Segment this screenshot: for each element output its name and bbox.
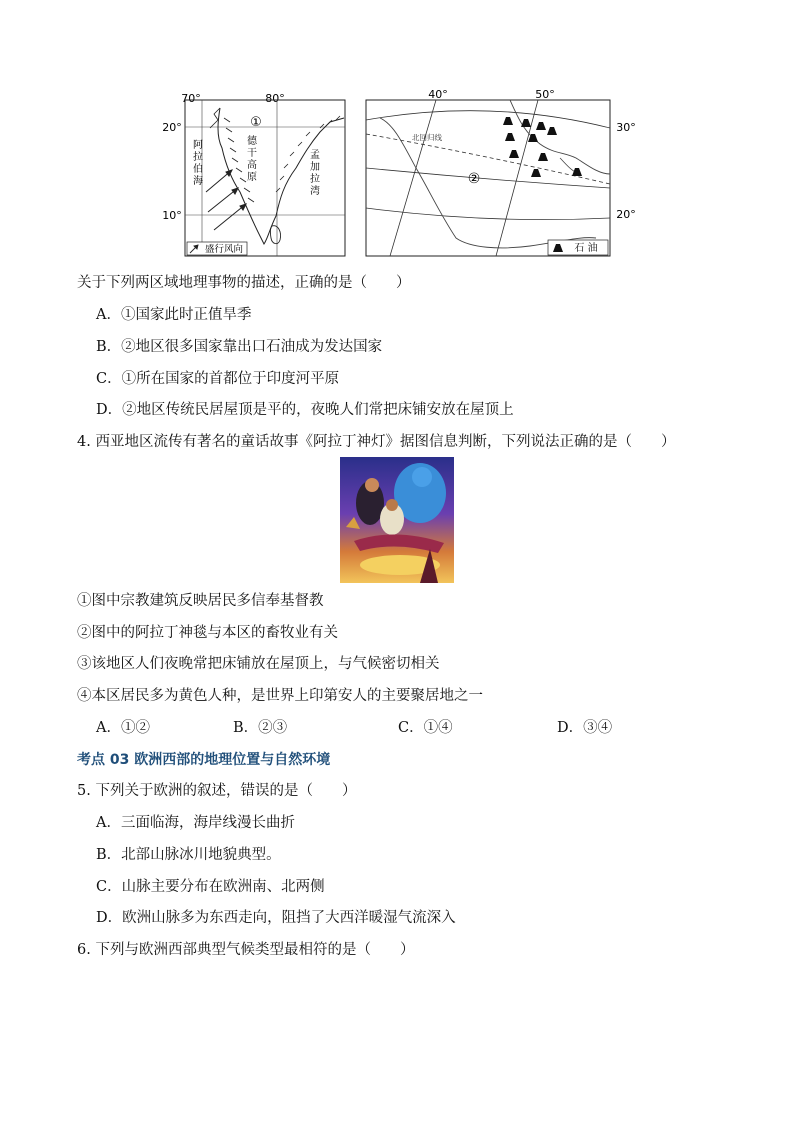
q5-option-b[interactable]: B．北部山脉冰川地貌典型。 (96, 847, 281, 863)
plateau-label-3: 高 (247, 160, 257, 171)
q4-option-a[interactable]: A．①② (96, 720, 150, 736)
arabian-sea-label-1: 阿 (193, 140, 203, 151)
map2-lat-30: 30° (616, 121, 636, 134)
q4-option-c[interactable]: C．①④ (398, 720, 453, 736)
sri-lanka-outline (270, 226, 280, 244)
q4-option-d[interactable]: D．③④ (557, 720, 613, 736)
map2-region-marker: ② (467, 171, 481, 187)
q5-stem: 5. 下列关于欧洲的叙述，错误的是（ ） (77, 783, 357, 799)
q4-stem: 4. 西亚地区流传有著名的童话故事《阿拉丁神灯》据图信息判断，下列说法正确的是（ ） (77, 434, 676, 450)
map2-lon-line-40 (390, 100, 436, 256)
q3-option-a[interactable]: A．①国家此时正值旱季 (96, 307, 252, 323)
q3-stem: 关于下列两区域地理事物的描述，正确的是（ ） (77, 275, 411, 291)
q5-option-d[interactable]: D．欧洲山脉多为东西走向，阻挡了大西洋暖湿气流深入 (96, 910, 456, 926)
q3-option-b[interactable]: B．②地区很多国家靠出口石油成为发达国家 (96, 339, 383, 355)
gulf-coast (510, 100, 610, 174)
map1-lat-10: 10° (162, 209, 182, 222)
q6-stem: 6. 下列与欧洲西部典型气候类型最相符的是（ ） (77, 942, 415, 958)
india-coastline (218, 108, 344, 244)
q3-option-d[interactable]: D．②地区传统民居屋顶是平的，夜晚人们常把床铺安放在屋顶上 (96, 402, 514, 418)
section-heading: 考点 03 欧洲西部的地理位置与自然环境 (77, 752, 331, 768)
tropic-of-cancer-line (366, 134, 610, 184)
india-monsoon-map (160, 88, 350, 260)
aladdin-illustration (340, 457, 454, 583)
map2-lon-line-50 (496, 100, 538, 256)
west-asia-oil-map (360, 88, 640, 260)
plateau-label-4: 原 (247, 172, 257, 183)
arabian-sea-label-3: 伯 (193, 164, 203, 175)
bengal-label-3: 拉 (310, 174, 320, 185)
q4-statement-2: ②图中的阿拉丁神毯与本区的畜牧业有关 (77, 625, 338, 641)
map1-legend-label: 盛行风向 (204, 244, 244, 255)
q5-option-a[interactable]: A．三面临海，海岸线漫长曲折 (96, 815, 295, 831)
map1-lon-80: 80° (265, 92, 285, 105)
q4-statement-4: ④本区居民多为黄色人种，是世界上印第安人的主要聚居地之一 (77, 688, 483, 704)
q4-statement-1: ①图中宗教建筑反映居民多信奉基督教 (77, 593, 324, 609)
wind-arrows (206, 170, 246, 230)
bengal-label-1: 孟 (310, 150, 320, 161)
map1-region-marker: ① (250, 115, 262, 130)
plateau-label-2: 干 (247, 148, 257, 159)
arabian-sea-label-4: 海 (193, 176, 203, 187)
bengal-label-2: 加 (310, 162, 320, 173)
plateau-label-1: 德 (247, 136, 257, 147)
map1-lon-70: 70° (181, 92, 201, 105)
map2-legend-label: 石 油 (574, 243, 598, 254)
map2-lat-20: 20° (616, 208, 636, 221)
q3-option-c[interactable]: C．①所在国家的首都位于印度河平原 (96, 371, 340, 387)
q4-option-b[interactable]: B．②③ (233, 720, 288, 736)
arabian-sea-label-2: 拉 (193, 152, 203, 163)
bengal-label-4: 湾 (310, 186, 320, 197)
map2-frame (366, 100, 610, 256)
tropic-label: 北回归线 (412, 133, 442, 142)
q4-statement-3: ③该地区人们夜晚常把床铺放在屋顶上，与气候密切相关 (77, 656, 440, 672)
map1-lat-20: 20° (162, 121, 182, 134)
map2-lat-line-30 (366, 111, 610, 128)
map2-lon-40: 40° (428, 88, 448, 101)
q5-option-c[interactable]: C．山脉主要分布在欧洲南、北两侧 (96, 879, 325, 895)
map1-frame (185, 100, 345, 256)
eastern-ghats-marks (276, 132, 310, 192)
map2-lon-50: 50° (535, 88, 555, 101)
